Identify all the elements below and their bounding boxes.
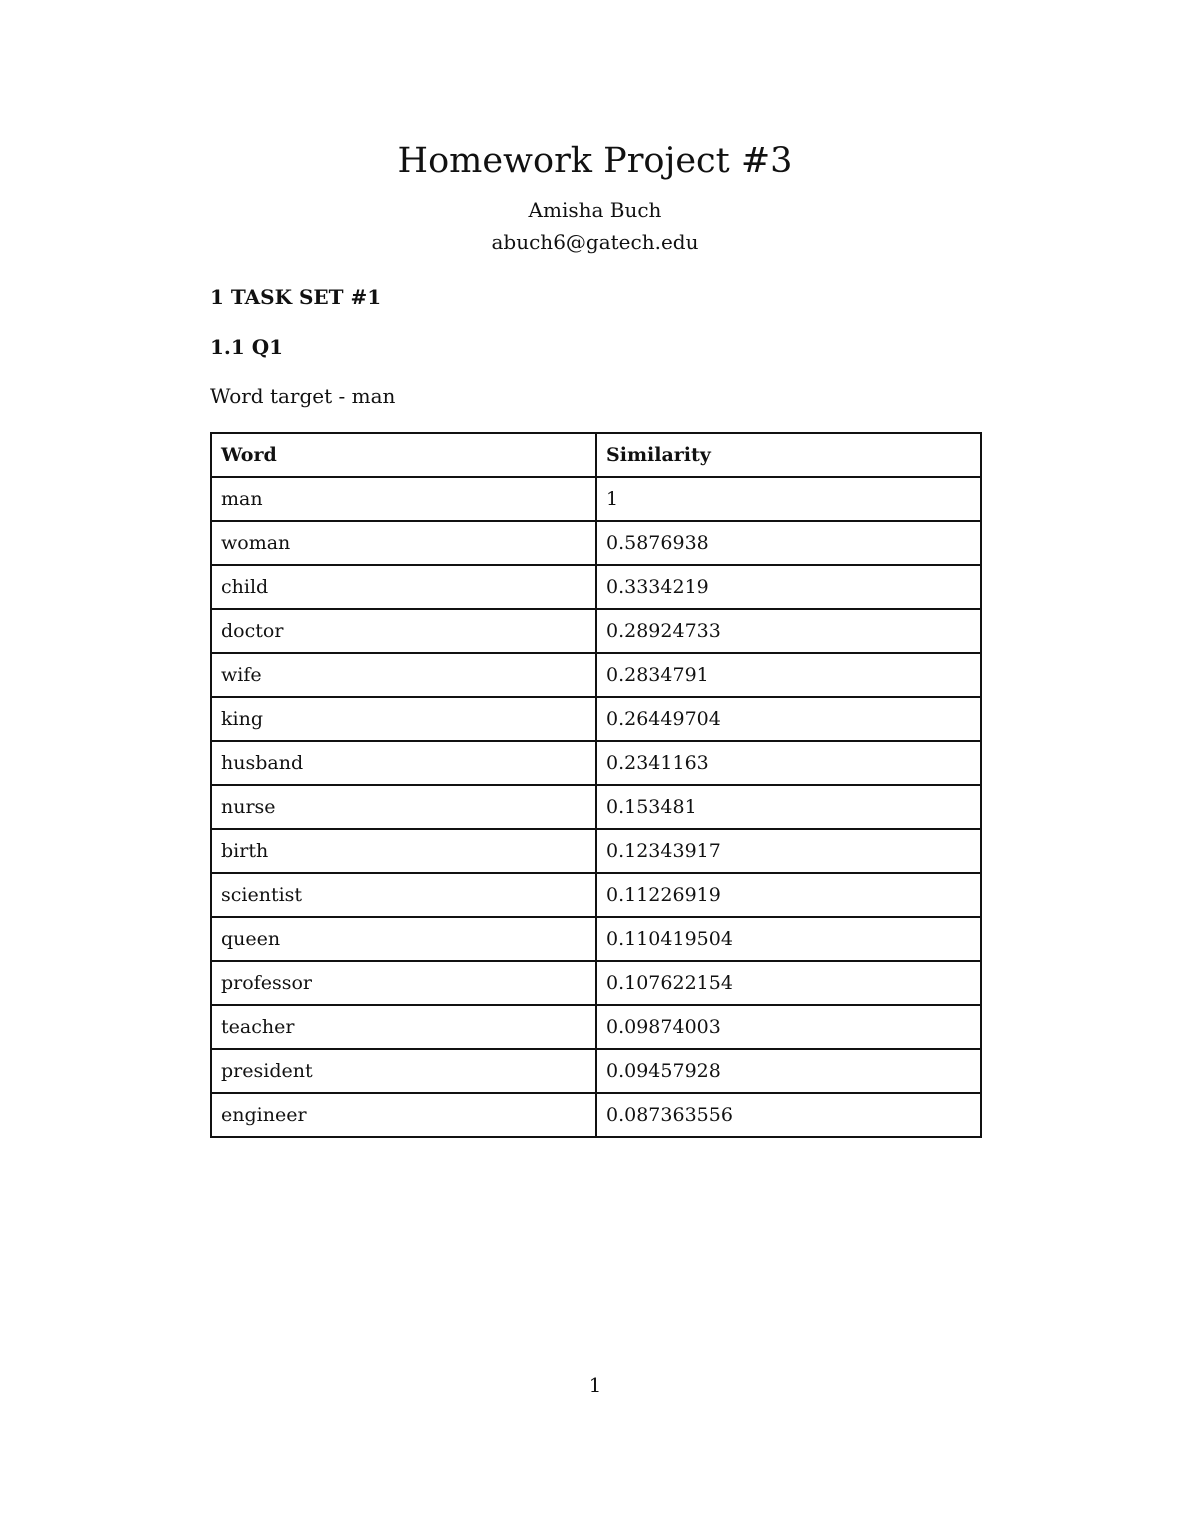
word-target-line: Word target - man [210,384,396,408]
table-row [211,1005,981,1049]
word-cell: teacher [211,1005,596,1049]
table-row [211,609,981,653]
similarity-cell: 0.12343917 [596,829,981,873]
similarity-cell: 0.09457928 [596,1049,981,1093]
subsection-heading: 1.1 Q1 [210,335,284,359]
similarity-cell: 0.087363556 [596,1093,981,1137]
similarity-cell: 1 [596,477,981,521]
word-cell: birth [211,829,596,873]
section-heading: 1 TASK SET #1 [210,285,382,309]
table-row [211,477,981,521]
similarity-cell: 0.28924733 [596,609,981,653]
similarity-cell: 0.107622154 [596,961,981,1005]
similarity-cell: 0.2341163 [596,741,981,785]
similarity-cell: 0.26449704 [596,697,981,741]
word-cell: president [211,1049,596,1093]
similarity-cell: 0.3334219 [596,565,981,609]
word-cell: professor [211,961,596,1005]
table-row [211,873,981,917]
table-row [211,521,981,565]
word-cell: child [211,565,596,609]
word-cell: scientist [211,873,596,917]
word-cell: doctor [211,609,596,653]
table-row [211,697,981,741]
column-header-word: Word [211,433,596,477]
table-row [211,961,981,1005]
word-cell: engineer [211,1093,596,1137]
table-row [211,1093,981,1137]
similarity-cell: 0.5876938 [596,521,981,565]
word-cell: king [211,697,596,741]
similarity-cell: 0.09874003 [596,1005,981,1049]
word-cell: husband [211,741,596,785]
table-row [211,917,981,961]
table-row [211,565,981,609]
page-number: 1 [588,1373,602,1397]
author-name: Amisha Buch [528,198,662,222]
word-cell: woman [211,521,596,565]
word-cell: queen [211,917,596,961]
table-row [211,785,981,829]
table-header-row [211,433,981,477]
similarity-cell: 0.153481 [596,785,981,829]
author-email: abuch6@gatech.edu [491,230,699,254]
column-header-similarity: Similarity [596,433,981,477]
similarity-cell: 0.2834791 [596,653,981,697]
table-row [211,1049,981,1093]
similarity-table [210,432,982,1138]
word-cell: man [211,477,596,521]
table-row [211,741,981,785]
similarity-cell: 0.110419504 [596,917,981,961]
word-cell: nurse [211,785,596,829]
table-body [211,477,981,1137]
page-title: Homework Project #3 [397,141,793,181]
similarity-cell: 0.11226919 [596,873,981,917]
table-row [211,829,981,873]
word-cell: wife [211,653,596,697]
table-row [211,653,981,697]
